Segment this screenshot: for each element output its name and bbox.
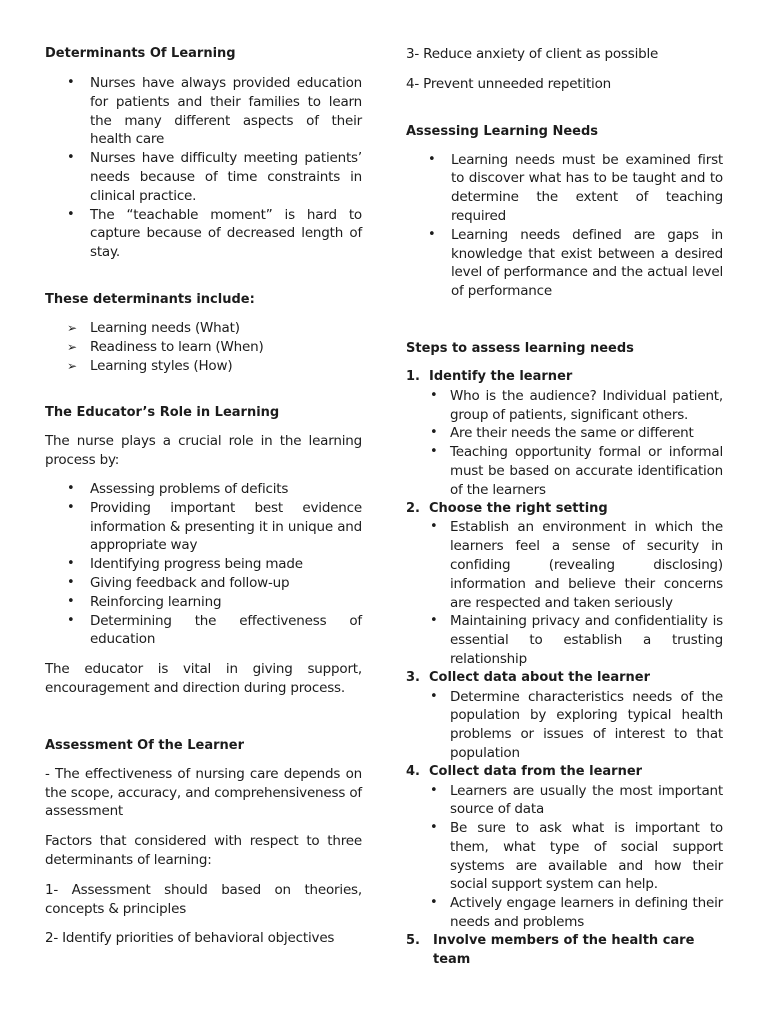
step-5-title: 5. Involve members of the health care team (406, 932, 695, 967)
step-2-bullets (406, 518, 723, 668)
list-item: • Are their needs the same or different (406, 424, 723, 443)
steps-list (406, 368, 723, 970)
list-item: • Learning needs must be examined first to discover what has to be taught and to determine the extent of teaching required (406, 151, 723, 226)
step-2-title: 2. Choose the right setting (406, 500, 608, 516)
list-item: ➢ Learning styles (How) (45, 357, 362, 376)
factor-2: 2- Identify priorities of behavioral objectives (45, 930, 335, 947)
right-column (406, 45, 723, 969)
educator-intro: The nurse plays a crucial role in the learning process by: (45, 433, 362, 469)
left-column (45, 45, 362, 948)
heading-educator-role: The Educator’s Role in Learning (45, 405, 280, 421)
list-item: • Establish an environment in which the learners feel a sense of security in confiding (revealing disclosing) information and believe their concerns are respected and taken seriously (406, 518, 723, 612)
heading-determinants-include: These determinants include: (45, 291, 255, 307)
list-item: • Learning needs defined are gaps in knowledge that exist between a desired level of performance and the actual level of performance (406, 226, 723, 301)
determinants-arrow-list (45, 319, 362, 375)
step-3-bullets (406, 688, 723, 763)
list-item: • Who is the audience? Individual patient, group of patients, significant others. (406, 387, 723, 425)
list-item: • Maintaining privacy and confidentiality is essential to establish a trusting relationship (406, 612, 723, 668)
step-1-bullets (406, 387, 723, 500)
educator-closing: The educator is vital in giving support, encouragement and direction during process. (45, 661, 362, 696)
factor-1: 1- Assessment should based on theories, concepts & principles (45, 881, 362, 917)
step-3-title: 3. Collect data about the learner (406, 669, 650, 685)
list-item: • Nurses have always provided education for patients and their families to learn the many different aspects of their health care (45, 74, 362, 149)
heading-steps: Steps to assess learning needs (406, 340, 634, 356)
list-item: • Giving feedback and follow-up (45, 574, 362, 593)
factor-4: 4- Prevent unneeded repetition (406, 75, 612, 92)
list-item: • Reinforcing learning (45, 593, 362, 612)
needs-bullet-list (406, 151, 723, 301)
list-item: • Assessing problems of deficits (45, 480, 362, 499)
factor-3: 3- Reduce anxiety of client as possible (406, 46, 659, 62)
list-item: • Be sure to ask what is important to them, what type of social support systems are available and how their social support system can help. (406, 819, 723, 894)
list-item: ➢ Learning needs (What) (45, 319, 362, 338)
assessment-paragraph: - The effectiveness of nursing care depends on the scope, accuracy, and comprehensiveness of assessment (45, 765, 362, 820)
heading-assessment-learner: Assessment Of the Learner (45, 737, 244, 753)
step-4-bullets (406, 782, 723, 932)
list-item: • Teaching opportunity formal or informal must be based on accurate identification of the learners (406, 443, 723, 499)
list-item: ➢ Readiness to learn (When) (45, 338, 362, 357)
list-item: • Nurses have difficulty meeting patients’ needs because of time constraints in clinical practice. (45, 149, 362, 205)
list-item: • Identifying progress being made (45, 555, 362, 574)
list-item: • Learners are usually the most important source of data (406, 782, 723, 820)
list-item: • The “teachable moment” is hard to capture because of decreased length of stay. (45, 206, 362, 262)
list-item: • Determining the effectiveness of education (45, 612, 362, 650)
list-item: • Actively engage learners in defining their needs and problems (406, 894, 723, 932)
factors-paragraph: Factors that considered with respect to three determinants of learning: (45, 833, 362, 868)
educator-bullet-list (45, 480, 362, 649)
step-4-title: 4. Collect data from the learner (406, 763, 643, 779)
heading-determinants: Determinants Of Learning (45, 46, 236, 61)
heading-assessing-needs: Assessing Learning Needs (406, 123, 599, 139)
list-item: • Determine characteristics needs of the population by exploring typical health problems or issues of interest to that population (406, 688, 723, 763)
list-item: • Providing important best evidence information & presenting it in unique and appropriate way (45, 499, 362, 555)
determinants-bullet-list (45, 74, 362, 262)
step-1-title: 1. Identify the learner (406, 368, 573, 384)
